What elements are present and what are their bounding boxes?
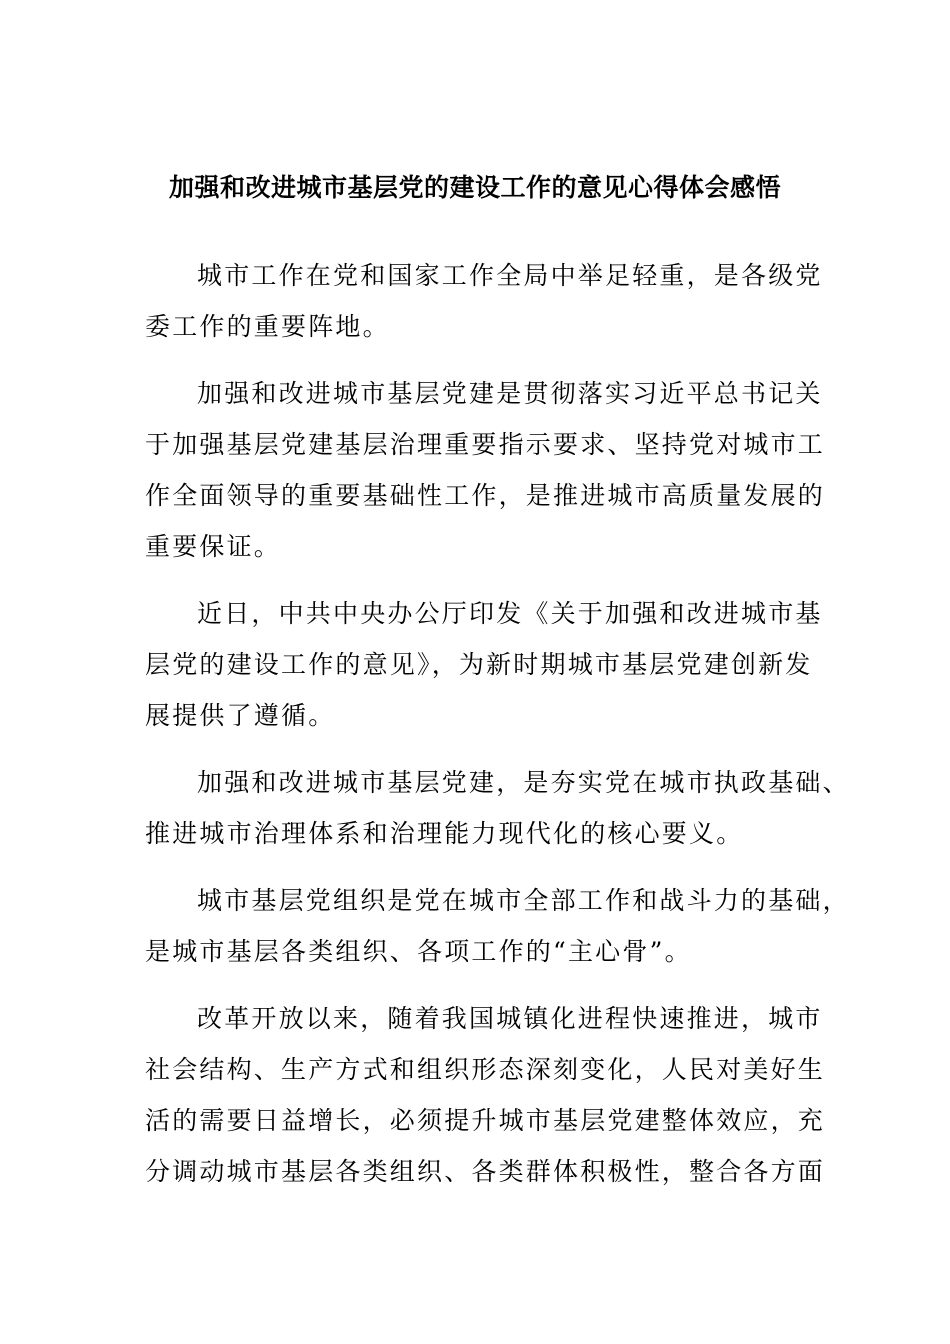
paragraph-line: 展提供了遵循。 — [145, 701, 336, 730]
paragraph-line: 社会结构、生产方式和组织形态深刻变化，人民对美好生 — [145, 1055, 826, 1084]
document-body — [145, 250, 850, 1213]
document-title: 加强和改进城市基层党的建设工作的意见心得体会感悟 — [168, 173, 781, 202]
paragraph — [145, 588, 823, 741]
paragraph-line: 推进城市治理体系和治理能力现代化的核心要义。 — [145, 819, 744, 848]
paragraph-line: 城市基层党组织是党在城市全部工作和战斗力的基础， — [197, 886, 850, 915]
paragraph-line: 加强和改进城市基层党建是贯彻落实习近平总书记关 — [197, 379, 823, 408]
paragraph — [145, 993, 826, 1197]
paragraph-line: 委工作的重要阵地。 — [145, 312, 390, 341]
paragraph-line: 活的需要日益增长，必须提升城市基层党建整体效应，充 — [145, 1106, 826, 1135]
paragraph-line: 分调动城市基层各类组织、各类群体积极性，整合各方面 — [145, 1157, 826, 1186]
paragraph-line: 改革开放以来，随着我国城镇化进程快速推进，城市 — [197, 1004, 823, 1033]
paragraph-line: 是城市基层各类组织、各项工作的“主心骨”。 — [145, 937, 692, 966]
paragraph-line: 作全面领导的重要基础性工作，是推进城市高质量发展的 — [145, 481, 826, 510]
paragraph — [145, 368, 826, 572]
paragraph — [145, 250, 823, 352]
paragraph-line: 近日，中共中央办公厅印发《关于加强和改进城市基 — [197, 599, 823, 628]
paragraph-line: 加强和改进城市基层党建，是夯实党在城市执政基础、 — [197, 768, 850, 797]
paragraph — [145, 875, 850, 977]
paragraph-line: 于加强基层党建基层治理重要指示要求、坚持党对城市工 — [145, 430, 826, 459]
paragraph — [145, 757, 850, 859]
paragraph-line: 城市工作在党和国家工作全局中举足轻重，是各级党 — [197, 261, 823, 290]
paragraph-line: 重要保证。 — [145, 532, 282, 561]
paragraph-line: 层党的建设工作的意见》，为新时期城市基层党建创新发 — [145, 650, 813, 679]
